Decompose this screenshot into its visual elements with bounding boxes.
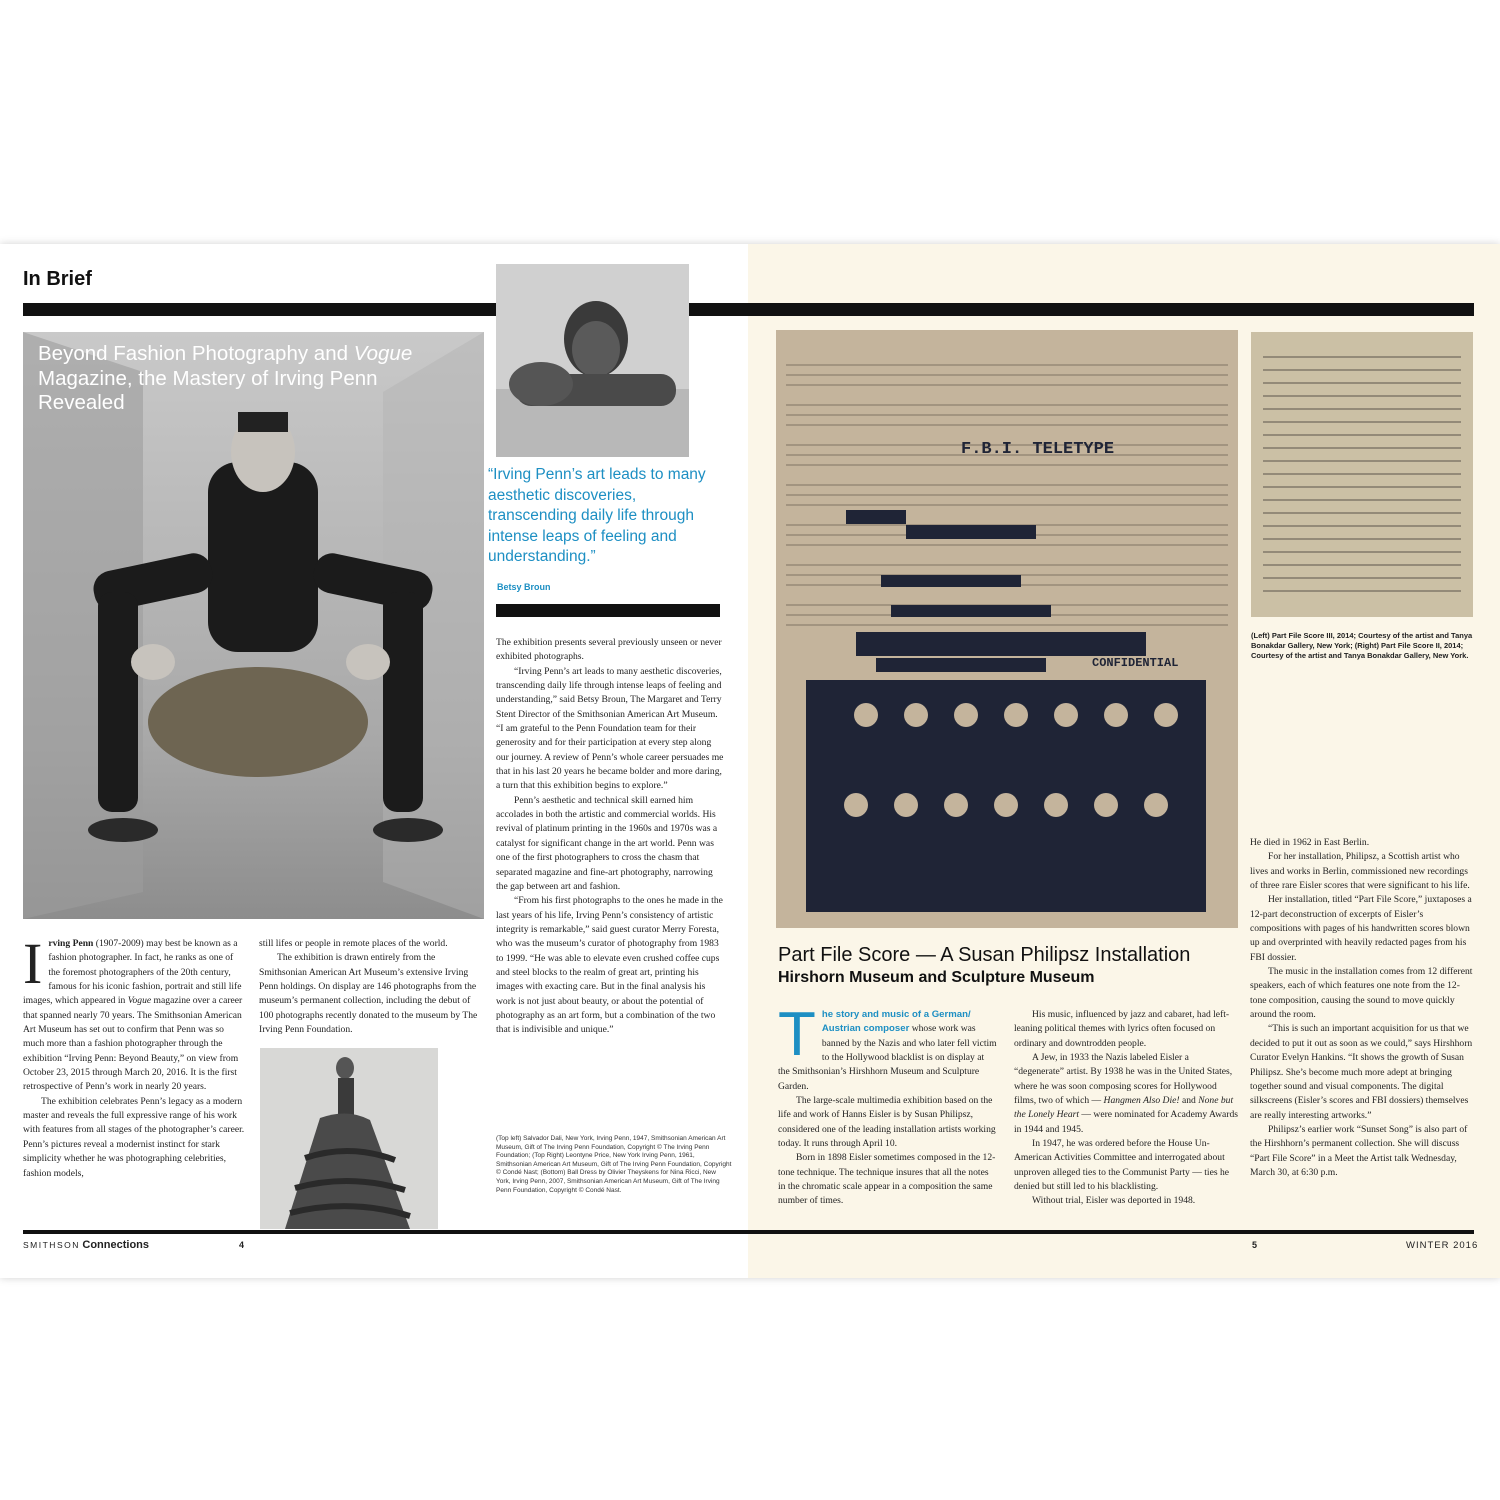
artwork-part-file-score-ii [1251,332,1473,617]
article2-photo-caption: (Left) Part File Score III, 2014; Courtesy of the artist and Tanya Bonakdar Gallery, New York; (Right) Part File Score II, 2014; Courtesy of the artist and Tanya Bonakdar Gallery, New York. [1251,631,1473,661]
issue-label: WINTER 2016 [1406,1240,1479,1251]
photo-ball-dress [260,1048,438,1229]
article2-column-3: He died in 1962 in East Berlin. For her installation, Philipsz, a Scottish artist who lives and works in Berlin, commissioned new recordings of three rare Eisler scores that were significant to his life. Her installation, titled “Part File Score,” juxtaposes a 12-part deconstruction of excerpts of Eisler’s compositions with pages of his handwritten scores blown up and overprinted with heavily redacted pages from his FBI dossier. The music in the installation comes from 12 different speakers, each of which features one note from the 12-tone composition, causing the sound to move quickly around the room. “This is such an important acquisition for us that we decided to put it out as soon as we could,” says Hirshhorn Curator Evelyn Hankins. “It shows the growth of Susan Philipsz. She’s become much more adept at bringing together sound and visual components. The digital silkscreens (Eisler’s scores and FBI dossiers) themselves are really interesting artworks.” Philipsz’s earlier work “Sunset Song” is also part of the Hirshhorn’s permanent collection. She will discuss “Part File Score” in a Meet the Artist talk Wednesday, March 30, at 6:30 p.m. [1250,837,1473,1178]
article2-column-1: The story and music of a German/ Austrian composer whose work was banned by the Nazis and who later fell victim to the Hollywood blacklist is on display at the Smithsonian’s Hirshhorn Museum and Sculpture Garden. The large-scale multimedia exhibition based on the life and work of Hanns Eisler is by Susan Philipsz, considered one of the leading installation artists working today. It runs through April 10. Born in 1898 Eisler sometimes composed in the 12-tone technique. The technique insures that all the notes in the chromatic scale appear in a composition the same number of times. [778,1000,997,1207]
pull-quote-author: Betsy Broun [497,582,551,592]
article1-headline: Beyond Fashion Photography and Vogue Magazine, the Mastery of Irving Penn Revealed [38,342,413,414]
article1-photo-caption: (Top left) Salvador Dali, New York, Irving Penn, 1947, Smithsonian American Art Museum, Gift of The Irving Penn Foundation, Copyright © The Irving Penn Foundation; (Top Right) Leontyne Price, New York Irving Penn, 1961, Smithsonian American Art Museum, Gift of The Irving Penn Foundation, Copyright © Condé Nast; (Bottom) Ball Dress by Olivier Theyskens for Nina Ricci, New York, Irving Penn, 2007, Smithsonian American Art Museum, Gift of The Irving Penn Foundation, Copyright © Condé Nast. [496,1135,732,1194]
photo-salvador-dali [23,332,484,919]
page-number-right: 5 [1252,1240,1258,1250]
article2-subhead: Hirshorn Museum and Sculpture Museum [778,969,1095,986]
section-title: In Brief [23,268,92,290]
page-number-left: 4 [239,1240,245,1250]
article2-column-2: His music, influenced by jazz and cabaret, had left-leaning political themes with lyrics often focused on ordinary and downtrodden people. A Jew, in 1933 the Nazis labeled Eisler a “degenerate” artist. By 1938 he was in the United States, where he was soon composing scores for Hollywood films, two of which — Hangmen Also Die! and None but the Lonely Heart — were nominated for Academy Awards in 1944 and 1945. In 1947, he was ordered before the House Un-American Activities Committee and interrogated about unproven alleged ties to the Communist Party — ties he denied but still led to his blacklisting. Without trial, Eisler was deported in 1948. [1014,1009,1238,1207]
teletype-label: F.B.I. TELETYPE [961,440,1115,459]
artwork-part-file-score-iii [776,330,1238,928]
confidential-stamp: CONFIDENTIAL [1092,656,1179,670]
article1-column-3: The exhibition presents several previously unseen or never exhibited photographs. “Irving Penn’s art leads to many aesthetic discoveries, transcending daily life through intense leaps of feeling and understanding,” said Betsy Broun, The Margaret and Terry Stent Director of the Smithsonian American Art Museum. “I am grateful to the Penn Foundation team for their generosity and for their participation at every step along our journey. A review of Penn’s whole career persuades me that in his last 20 years he became bolder and more daring, a turn that this exhibition begins to explore.” Penn’s aesthetic and technical skill earned him accolades in both the artistic and commercial worlds. His revival of platinum printing in the 1960s and 1970s was a catalyst for significant change in the art world. Penn was one of the first photographers to cross the chasm that separated magazine and fine-art photography, narrowing the gap between art and fashion. “From his first photographs to the ones he made in the last years of his life, Irving Penn’s consistency of artistic integrity is remarkable,” said guest curator Merry Foresta, who was the museum’s curator of photography from 1983 to 1999. “He was able to elevate even crushed coffee cups and steel blocks to the realm of great art, printing his images with exacting care. But in the final analysis his work is not just about beauty, or about the potential of photography as an art form, but a combination of the two that is indivisible and unique.” [496,637,724,1036]
footer-rule [23,1230,1474,1234]
dropcap: I [23,931,43,996]
quote-rule [496,604,720,617]
article1-column-1: Irving Penn (1907-2009) may best be known as a fashion photographer. In fact, he ranks as one of the foremost photographers of the 20th century, famous for his iconic fashion, portrait and still life images, which appeared in Vogue magazine over a career that spanned nearly 70 years. The Smithsonian American Art Museum has set out to confirm that Penn was so much more than a fashion photographer through the exhibition “Irving Penn: Beyond Beauty,” on view from October 23, 2015 through March 20, 2016. It is the first retrospective of Penn’s work in nearly 20 years. The exhibition celebrates Penn’s legacy as a modern master and reveals the full expressive range of his work with features from all stages of the photographer’s career. Penn’s pictures reveal a modernist instinct for stark simplicity whether he was photographing celebrities, fashion models, [23,931,245,1179]
photo-leontyne-price [496,264,689,457]
article2-headline: Part File Score — A Susan Philipsz Installation [778,944,1191,966]
article1-column-2: still lifes or people in remote places of the world. The exhibition is drawn entirely from the Smithsonian American Art Museum’s extensive Irving Penn holdings. On display are 146 photographs from the museum’s permanent collection, including the debut of 100 photographs recently donated to the museum by The Irving Penn Foundation. [259,938,478,1036]
footer-brand: SMITHSON Connections [23,1239,150,1251]
dropcap: T [778,1000,816,1069]
pull-quote: “Irving Penn’s art leads to many aesthetic discoveries, transcending daily life through intense leaps of feeling and understanding.” [488,466,706,565]
top-rule [23,303,1474,316]
